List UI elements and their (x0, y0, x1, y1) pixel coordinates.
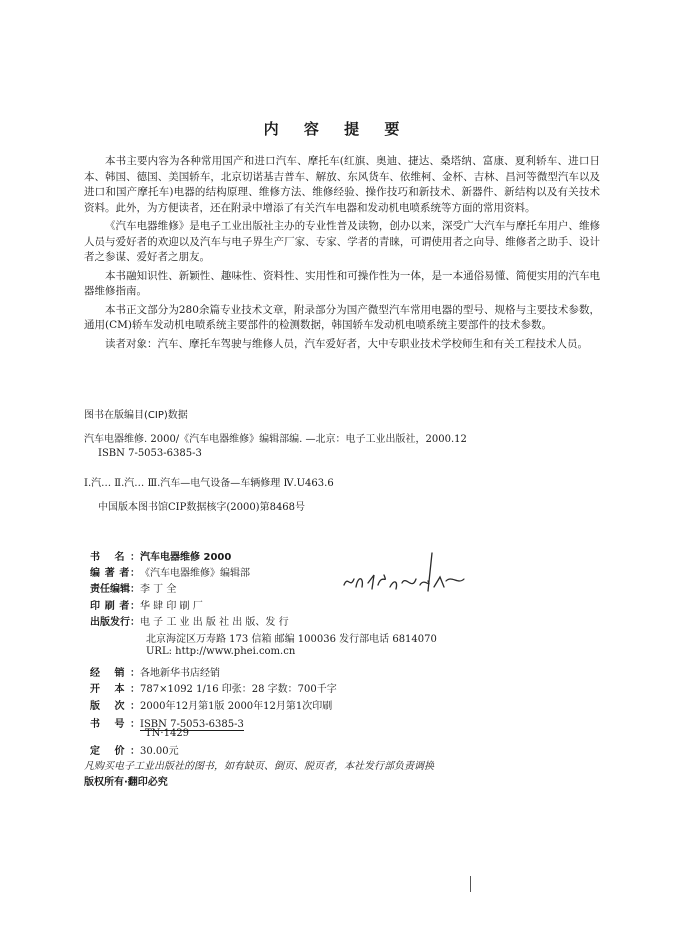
format-label: 开 本： (90, 684, 140, 695)
price-value: 30.00元 (140, 746, 179, 757)
abstract-paragraph: 本书正文部分为280余篇专业技术文章，附录部分为国产微型汽车常用电器的型号、规格与主要技术参数，通用(CM)轿车发动机电喷系统主要部件的检测数据，韩国轿车发动机电喷系统主要部件的技术参数。 (84, 303, 600, 331)
cip-line-number: 中国版本图书馆CIP数据核字(2000)第8468号 (98, 502, 306, 513)
author-label: 编 著 者： (90, 568, 140, 579)
editor-value: 李 丁 全 (140, 584, 177, 595)
edition-label: 版 次： (90, 701, 140, 712)
book-title-label: 书 名： (90, 552, 140, 563)
publisher-url: URL: http://www.phei.com.cn (146, 646, 296, 657)
abstract-paragraph: 本书融知识性、新颖性、趣味性、资料性、实用性和可操作性为一体，是一本通俗易懂、简便实用的汽车电器维修指南。 (84, 269, 600, 297)
distributor-value: 各地新华书店经销 (140, 668, 220, 679)
publisher-value: 电 子 工 业 出 版 社 出 版、发 行 (140, 617, 289, 628)
isbn-value: ISBN 7-5053-6385-3 (140, 719, 244, 730)
price-label: 定 价： (90, 746, 140, 757)
format-value: 787×1092 1/16 印张：28 字数：700千字 (140, 684, 337, 695)
cip-line-classification: Ⅰ.汽… Ⅱ.汽… Ⅲ.汽车—电气设备—车辆修理 Ⅳ.U463.6 (84, 478, 334, 489)
replacement-notice: 凡购买电子工业出版社的图书，如有缺页、倒页、脱页者，本社发行部负责调换 (84, 761, 434, 772)
cip-heading: 图书在版编目(CIP)数据 (84, 410, 188, 421)
tp-code: TN·1429 (145, 728, 190, 739)
abstract-paragraph: 读者对象：汽车、摩托车驾驶与维修人员，汽车爱好者，大中专职业技术学校师生和有关工程技术人员。 (105, 337, 588, 350)
isbn-label: 书 号： (90, 719, 140, 730)
printer-label: 印 刷 者： (90, 601, 140, 612)
author-value: 《汽车电器维修》编辑部 (140, 568, 250, 579)
scan-mark (470, 876, 471, 892)
handwritten-signature (340, 545, 470, 595)
copyright-notice: 版权所有·翻印必究 (84, 777, 168, 788)
cip-line-title: 汽车电器维修. 2000/《汽车电器维修》编辑部编. —北京：电子工业出版社，2000.12 (84, 434, 467, 445)
abstract-paragraph: 本书主要内容为各种常用国产和进口汽车、摩托车(红旗、奥迪、捷达、桑塔纳、富康、夏利轿车、进口日本、韩国、德国、美国轿车，北京切诺基吉普车、解放、东风货车、依维柯、金杯、吉林、昌河等微型汽车以及进口和国产摩托车)电器的结构原理、维修方法、维修经验、操作技巧和新技术、新器件、新结构以及有关技术资料。此外，为方便读者，还在附录中增添了有关汽车电器和发动机电喷系统等方面的常用资料。 (84, 155, 600, 214)
page-title: 内 容 提 要 (263, 120, 410, 138)
editor-label: 责任编辑： (90, 584, 140, 595)
publisher-address: 北京海淀区万寿路 173 信箱 邮编 100036 发行部电话 6814070 (146, 634, 437, 645)
printer-value: 华 肆 印 刷 厂 (140, 601, 203, 612)
abstract-section (84, 154, 600, 355)
cip-line-isbn: ISBN 7-5053-6385-3 (98, 448, 202, 459)
edition-value: 2000年12月第1版 2000年12月第1次印刷 (140, 701, 333, 712)
publisher-label: 出版发行： (90, 617, 140, 628)
distributor-label: 经 销： (90, 668, 140, 679)
abstract-paragraph: 《汽车电器维修》是电子工业出版社主办的专业性普及读物，创办以来，深受广大汽车与摩托车用户、维修人员与爱好者的欢迎以及汽车与电子界生产厂家、专家、学者的青睐，可谓使用者之向导、维修者之助手、设计者之参谋、爱好者之朋友。 (84, 220, 600, 263)
book-title-value: 汽车电器维修 2000 (140, 552, 232, 563)
